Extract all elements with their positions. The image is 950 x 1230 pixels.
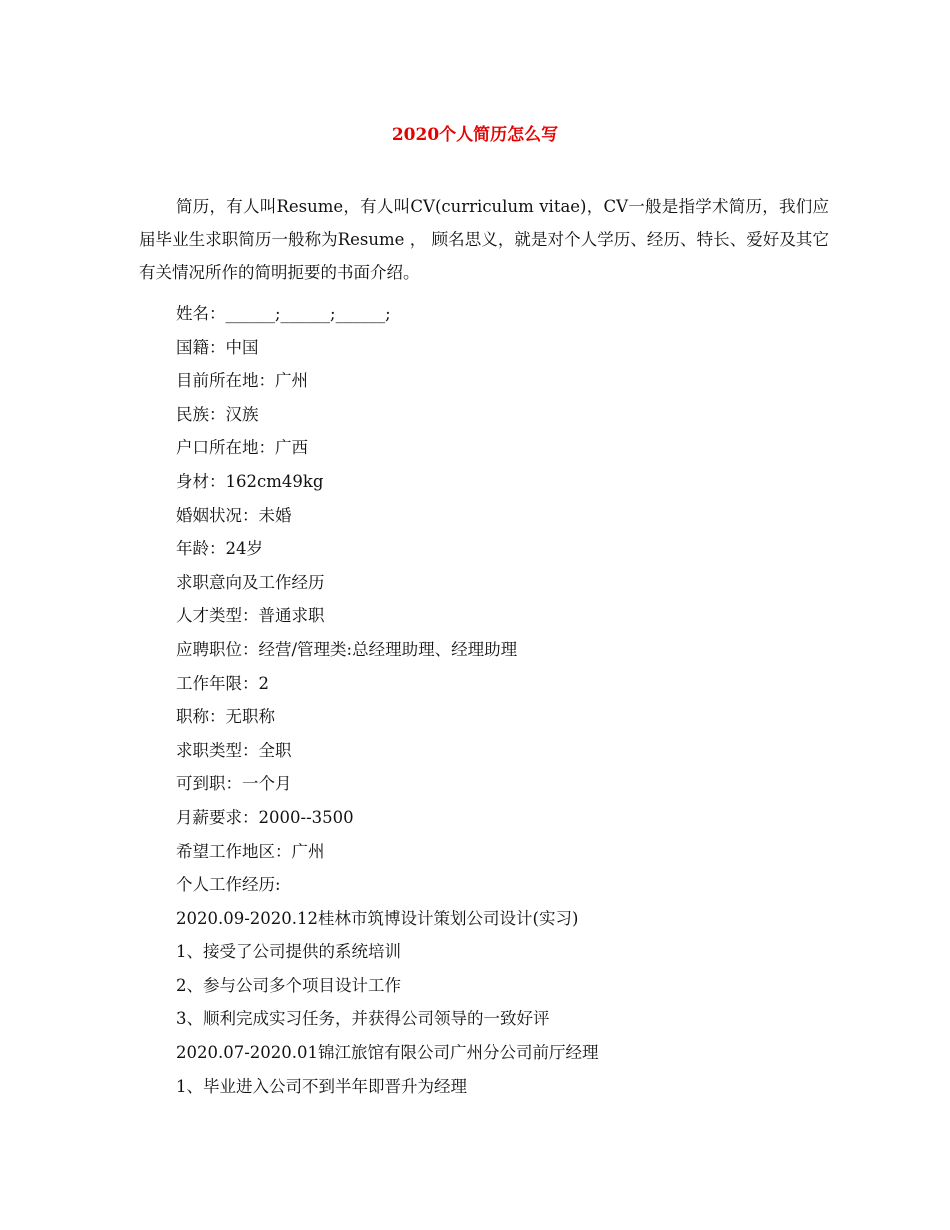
line-talent-type: 人才类型：普通求职: [176, 606, 325, 626]
document-title: 2020个人简历怎么写: [391, 125, 559, 145]
line-name: 姓名：______;______;______;: [176, 304, 391, 323]
line-ethnicity: 民族：汉族: [176, 404, 259, 424]
resume-lines: [176, 297, 599, 1103]
line-experience-2: 2020.07-2020.01锦江旅馆有限公司广州分公司前厅经理: [176, 1043, 599, 1063]
line-household-registration: 户口所在地：广西: [176, 438, 308, 458]
line-marital-status: 婚姻状况：未婚: [176, 505, 292, 525]
line-job-intention-heading: 求职意向及工作经历: [176, 572, 325, 592]
line-work-years: 工作年限：2: [176, 673, 269, 693]
line-experience-1-item-1: 1、接受了公司提供的系统培训: [176, 942, 401, 962]
line-current-location: 目前所在地：广州: [176, 371, 308, 391]
line-height-weight: 身材：162cm49kg: [176, 471, 324, 491]
line-age: 年龄：24岁: [176, 539, 263, 559]
line-experience-1-item-2: 2、参与公司多个项目设计工作: [176, 975, 401, 995]
line-nationality: 国籍：中国: [176, 337, 259, 357]
line-desired-work-area: 希望工作地区：广州: [176, 841, 325, 861]
line-availability: 可到职：一个月: [176, 774, 292, 794]
line-salary-requirement: 月薪要求：2000--3500: [176, 807, 354, 827]
line-professional-title: 职称：无职称: [176, 707, 275, 727]
line-experience-1: 2020.09-2020.12桂林市筑博设计策划公司设计(实习): [176, 908, 579, 928]
line-experience-1-item-3: 3、顺利完成实习任务，并获得公司领导的一致好评: [176, 1009, 550, 1029]
intro-paragraph: 简历，有人叫Resume，有人叫CV(curriculum vitae)，CV一般是指学术简历，我们应届毕业生求职简历一般称为Resume ， 顾名思义，就是对个人学历、经历、特长、爱好及其它有关情况所作的简明扼要的书面介绍。: [139, 197, 829, 282]
line-work-experience-heading: 个人工作经历:: [176, 875, 281, 895]
line-job-type: 求职类型：全职: [176, 740, 292, 760]
line-applied-position: 应聘职位：经营/管理类:总经理助理、经理助理: [176, 639, 518, 659]
line-experience-2-item-1: 1、毕业进入公司不到半年即晋升为经理: [176, 1076, 467, 1096]
